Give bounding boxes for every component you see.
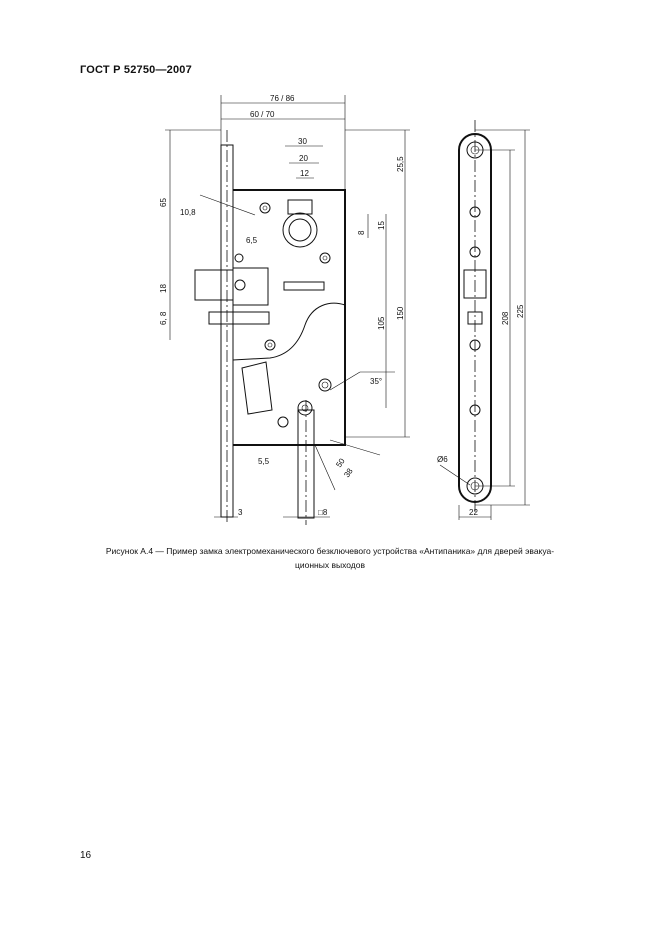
dim-3: 3 <box>238 508 243 517</box>
dim-35-deg: 35° <box>370 377 383 386</box>
dim-225: 225 <box>516 304 525 318</box>
dim-208: 208 <box>501 311 510 325</box>
dim-20: 20 <box>299 154 308 163</box>
dim-5-5: 5,5 <box>258 457 270 466</box>
dim-60-70: 60 / 70 <box>250 110 275 119</box>
dim-18: 18 <box>159 284 168 293</box>
lever-slot <box>242 362 272 414</box>
dim-8: 8 <box>357 230 366 235</box>
document-header: ГОСТ Р 52750—2007 <box>80 64 192 76</box>
lock-body-view <box>165 95 410 525</box>
dim-50: 50 <box>334 456 347 470</box>
deadbolt <box>209 312 269 324</box>
faceplate-front-view <box>440 120 530 520</box>
dim-76-86: 76 / 86 <box>270 94 295 103</box>
dim-12: 12 <box>300 169 309 178</box>
caption-line-1: Рисунок А.4 — Пример замка электромеханического безключевого устройства «Антипаника» для дверей эвакуа- <box>105 546 555 556</box>
dim-diameter-6: Ø6 <box>437 455 448 464</box>
dim-25-5: 25,5 <box>396 156 405 172</box>
figure-caption <box>60 544 600 572</box>
dim-6-5: 6,5 <box>246 236 258 245</box>
dim-105: 105 <box>377 316 386 330</box>
caption-line-2: ционных выходов <box>295 560 365 570</box>
dim-6-8: 6, 8 <box>159 311 168 325</box>
page-number: 16 <box>80 850 92 861</box>
spindle-hub <box>283 213 317 247</box>
dim-38: 38 <box>342 466 355 480</box>
dim-square-8: □8 <box>318 508 328 517</box>
dim-15: 15 <box>377 221 386 230</box>
dim-30: 30 <box>298 137 307 146</box>
dim-22: 22 <box>469 508 478 517</box>
dim-10-8: 10,8 <box>180 208 196 217</box>
dim-65: 65 <box>159 198 168 207</box>
dim-150: 150 <box>396 306 405 320</box>
